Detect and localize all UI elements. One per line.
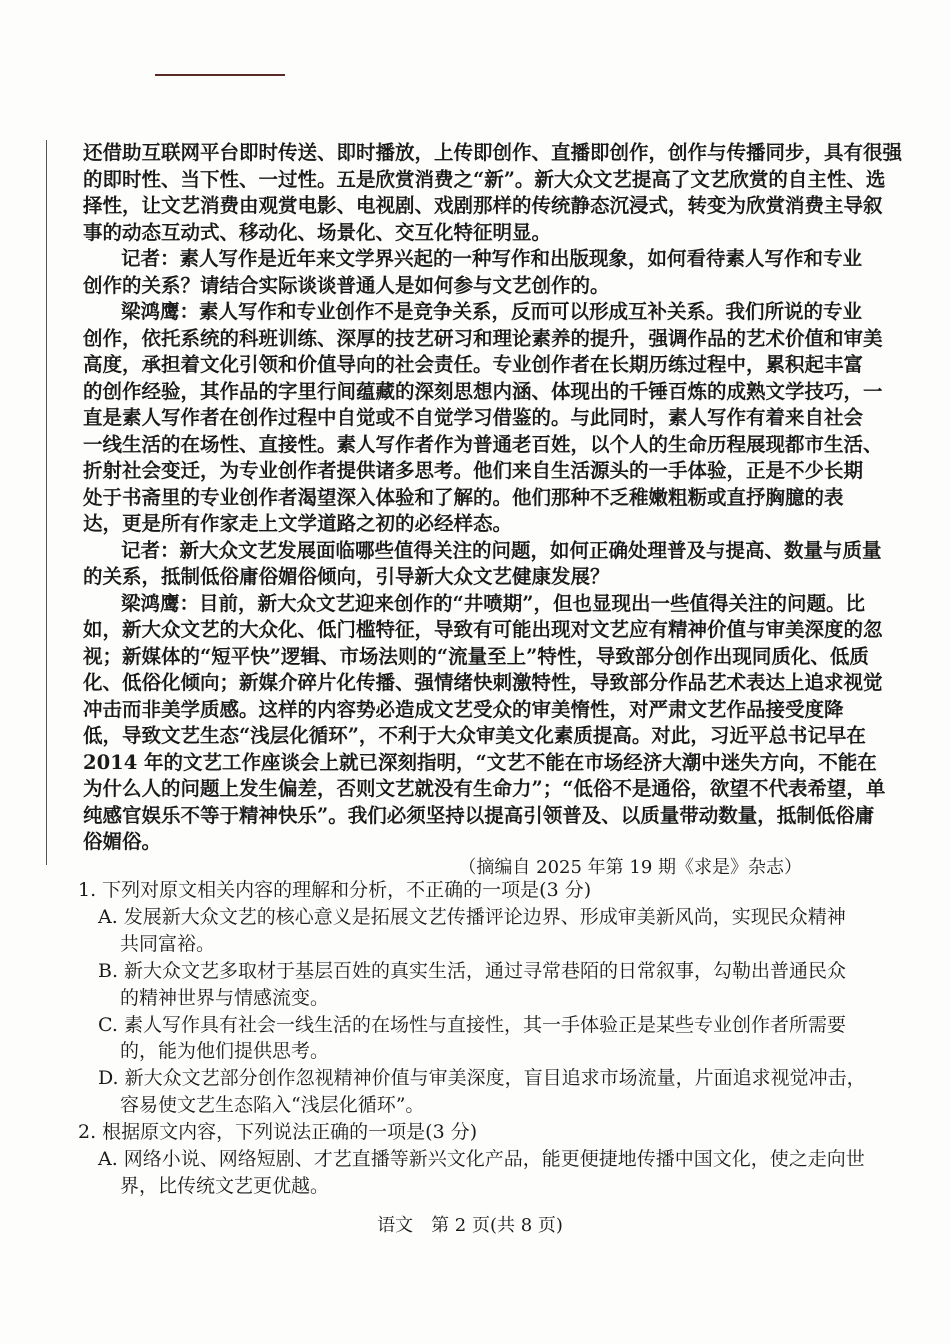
passage-line [83,220,802,246]
line-text: 高度，承担着文化引领和价值导向的社会责任。专业创作者在长期历练过程中，累积起丰富 [83,353,864,376]
line-text: 创作的关系？请结合实际谈谈普通人是如何参与文艺创作的。 [83,273,610,297]
speaker-label: 记者： [121,538,180,562]
option-line: 容易使文艺生态陷入“浅层化循环”。 [120,1094,425,1117]
passage-line [83,167,886,193]
option-line: A. 发展新大众文艺的核心意义是拓展文艺传播评论边界、形成审美新风尚，实现民众精神 [98,905,846,928]
line-text: 低，导致文艺生态“浅层化循环”，不利于大众审美文化素质提高。对此，习近平总书记早在 [83,724,866,747]
passage-line [83,326,883,352]
line-text: 还借助互联网平台即时传送、即时播放，上传即创作、直播即创作，创作与传播同步，具有很强 [83,141,903,164]
option-line: 界，比传统文艺更优越。 [120,1174,330,1197]
option-line: C. 素人写作具有社会一线生活的在场性与直接性，其一手体验正是某些专业创作者所需要 [98,1013,846,1036]
option-line: 的精神世界与情感流变。 [120,986,330,1009]
passage-line [83,776,886,802]
passage-line [121,538,882,564]
passage-line [83,750,877,776]
passage-line [83,697,844,723]
line-text: 化、低俗化倾向；新媒介碎片化传播、强情绪快刺激特性，导致部分作品艺术表达上追求视觉 [83,671,883,694]
passage-line [83,511,802,537]
passage-line [83,458,864,484]
passage-line [83,273,802,299]
option-line: B. 新大众文艺多取材于基层百姓的真实生活，通过寻常巷陌的日常叙事，勾勒出普通民众 [98,959,847,982]
line-text: 择性，让文艺消费由观赏电影、电视剧、戏剧那样的传统静态沉浸式，转变为欣赏消费主导叙 [83,194,883,217]
passage-line [83,193,883,219]
passage-line [83,564,802,590]
page-footer: 语文 第 2 页(共 8 页) [377,1215,563,1236]
passage-line [83,485,844,511]
speaker-label: 梁鸿鹰： [121,300,200,323]
line-text: 达，更是所有作家走上文学道路之初的必经样态。 [83,512,513,535]
passage-line [83,379,883,405]
passage-line [121,591,865,617]
line-text: 事的动态互动式、移动化、场景化、交互化特征明显。 [83,220,552,244]
passage-line [121,299,863,325]
passage-line [83,670,883,696]
top-mark [155,74,285,76]
line-text: 2014 年的文艺工作座谈会上就已深刻指明，“文艺不能在市场经济大潮中迷失方向，不能在 [83,750,877,774]
line-text: 素人写作和专业创作不是竞争关系，反而可以形成互补关系。我们所说的专业 [199,300,863,323]
passage-line [83,644,869,670]
passage-line [83,829,802,855]
passage-line [83,803,875,829]
line-text: 为什么人的问题上发生偏差，否则文艺就没有生命力”；“低俗不是通俗，欲望不代表希望，单 [83,777,886,800]
passage-line [83,405,864,431]
line-text: 视；新媒体的“短平快”逻辑、市场法则的“流量至上”特性，导致部分创作出现同质化、低质 [83,644,869,668]
line-text: 直是素人写作者在创作过程中自觉或不自觉学习借鉴的。与此同时，素人写作有着来自社会 [83,406,864,429]
line-text: 处于书斋里的专业创作者渴望深入体验和了解的。他们那种不乏稚嫩粗粝或直抒胸臆的表 [83,485,844,509]
speaker-label: 梁鸿鹰： [121,591,200,615]
line-text: 新大众文艺发展面临哪些值得关注的问题，如何正确处理普及与提高、数量与质量 [179,538,882,562]
passage-line [83,352,864,378]
line-text: 纯感官娱乐不等于精神快乐”。我们必须坚持以提高引领普及、以质量带动数量，抵制低俗庸 [83,803,875,827]
line-text: 如，新大众文艺的大众化、低门槛特征，导致有可能出现对文艺应有精神价值与审美深度的忽 [83,618,883,641]
speaker-label: 记者： [121,247,180,270]
passage-line [83,723,866,749]
line-text: 一线生活的在场性、直接性。素人写作者作为普通老百姓，以个人的生命历程展现都市生活、 [83,432,883,456]
line-text: 的创作经验，其作品的字里行间蕴藏的深刻思想内涵、体现出的千锤百炼的成熟文学技巧，一 [83,379,883,403]
passage-line [121,246,863,272]
option-line: D. 新大众文艺部分创作忽视精神价值与审美深度，盲目追求市场流量，片面追求视觉冲击， [98,1067,866,1090]
line-text: 目前，新大众文艺迎来创作的“井喷期”，但也显现出一些值得关注的问题。比 [199,591,865,615]
margin-rule [46,140,47,865]
line-text: 折射社会变迁，为专业创作者提供诸多思考。他们来自生活源头的一手体验，正是不少长期 [83,459,864,482]
passage-line [83,140,903,166]
line-text: 创作，依托系统的科班训练、深厚的技艺研习和理论素养的提升，强调作品的艺术价值和审美 [83,326,883,350]
line-text: 的关系，抵制低俗庸俗媚俗倾向，引导新大众文艺健康发展？ [83,565,610,588]
passage-line [83,617,883,643]
line-text: 冲击而非美学质感。这样的内容势必造成文艺受众的审美惰性，对严肃文艺作品接受度降 [83,697,844,721]
option-line: A. 网络小说、网络短剧、才艺直播等新兴文化产品，能更便捷地传播中国文化，使之走向世 [98,1148,865,1170]
option-line: 共同富裕。 [120,932,216,955]
question-stem: 2. 根据原文内容，下列说法正确的一项是(3 分) [78,1121,478,1144]
source-citation: （摘编自 2025 年第 19 期《求是》杂志） [458,857,802,878]
passage-line [83,432,883,458]
option-line: 的，能为他们提供思考。 [120,1040,330,1063]
line-text: 的即时性、当下性、一过性。五是欣赏消费之“新”。新大众文艺提高了文艺欣赏的自主性、选 [83,167,886,191]
line-text: 俗媚俗。 [83,830,162,853]
line-text: 素人写作是近年来文学界兴起的一种写作和出版现象，如何看待素人写作和专业 [179,247,863,270]
question-stem: 1. 下列对原文相关内容的理解和分析，不正确的一项是(3 分) [78,879,592,901]
